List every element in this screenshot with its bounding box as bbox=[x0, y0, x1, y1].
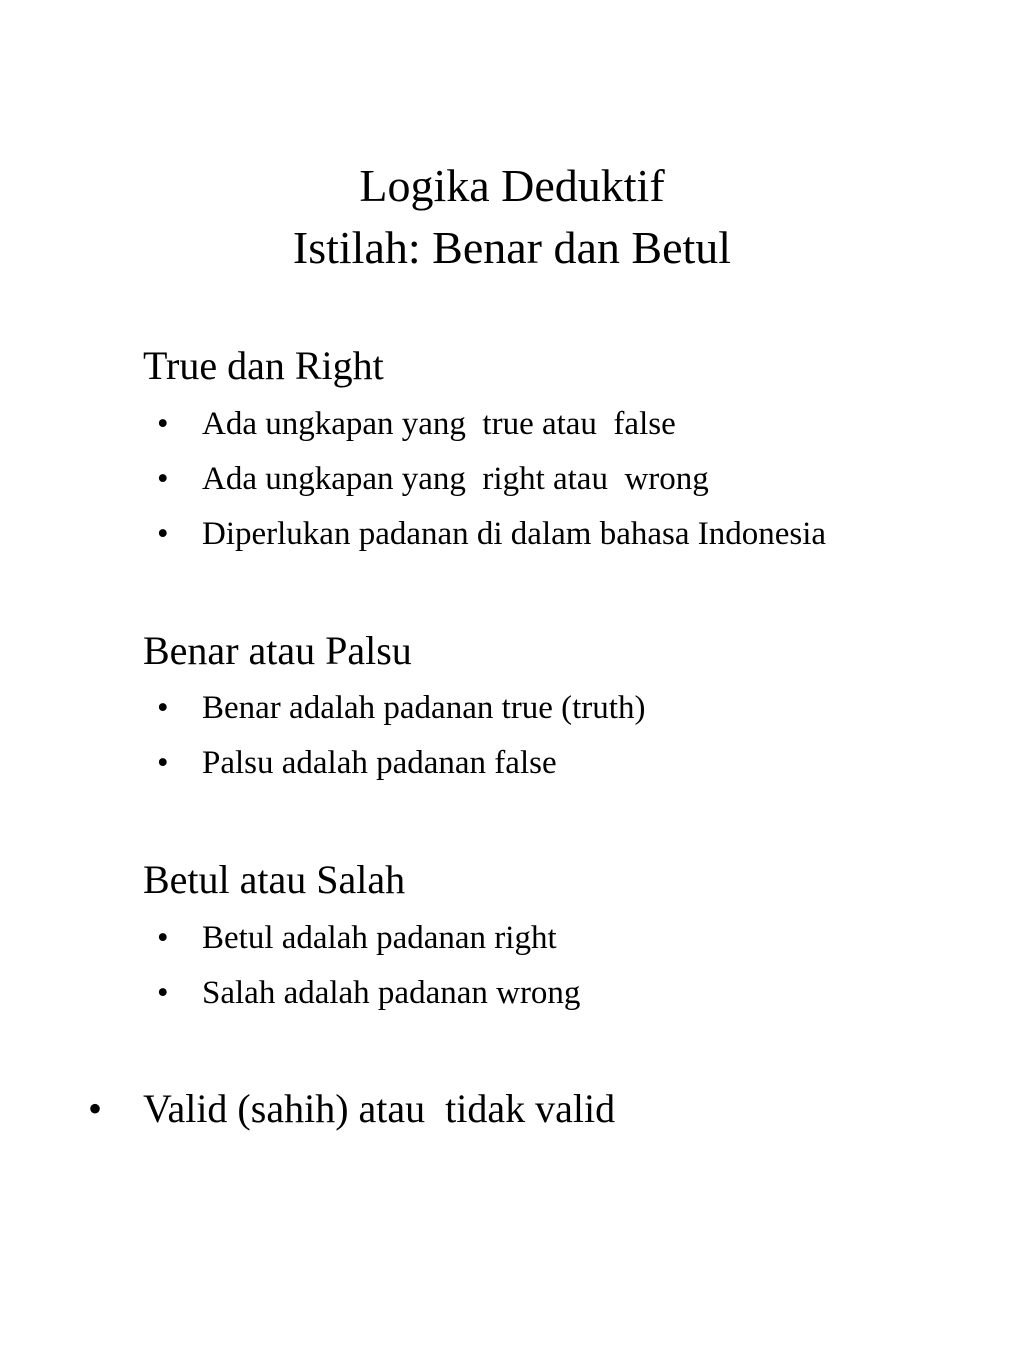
bullet-icon: • bbox=[88, 1086, 103, 1131]
slide-title-line-2: Istilah: Benar dan Betul bbox=[292, 222, 732, 273]
list-item-text: Betul adalah padanan right bbox=[202, 920, 557, 956]
bullet-icon: • bbox=[157, 690, 169, 726]
bullet-icon: • bbox=[157, 975, 169, 1011]
bullet-icon: • bbox=[157, 516, 169, 552]
list-item-text: Salah adalah padanan wrong bbox=[202, 975, 581, 1011]
bullet-icon: • bbox=[157, 406, 169, 442]
bullet-icon: • bbox=[157, 745, 169, 781]
bullet-icon: • bbox=[157, 461, 169, 497]
section-heading-betul-salah: Betul atau Salah bbox=[143, 857, 406, 902]
top-level-bullet bbox=[0, 1085, 616, 1277]
section-heading-true-right: True dan Right bbox=[143, 343, 384, 388]
slide-title-line-1: Logika Deduktif bbox=[359, 160, 665, 211]
bullet-icon: • bbox=[157, 920, 169, 956]
list-item-text: Ada ungkapan yang right atau wrong bbox=[202, 461, 709, 497]
list-item-text: Benar adalah padanan true (truth) bbox=[202, 690, 646, 726]
section-heading-benar-palsu: Benar atau Palsu bbox=[143, 628, 412, 673]
top-level-bullet-text: Valid (sahih) atau tidak valid bbox=[143, 1086, 616, 1131]
list-item-text: Ada ungkapan yang true atau false bbox=[202, 406, 676, 442]
list-item-text: Palsu adalah padanan false bbox=[202, 745, 557, 781]
list-item-text: Diperlukan padanan di dalam bahasa Indonesia bbox=[202, 516, 827, 552]
